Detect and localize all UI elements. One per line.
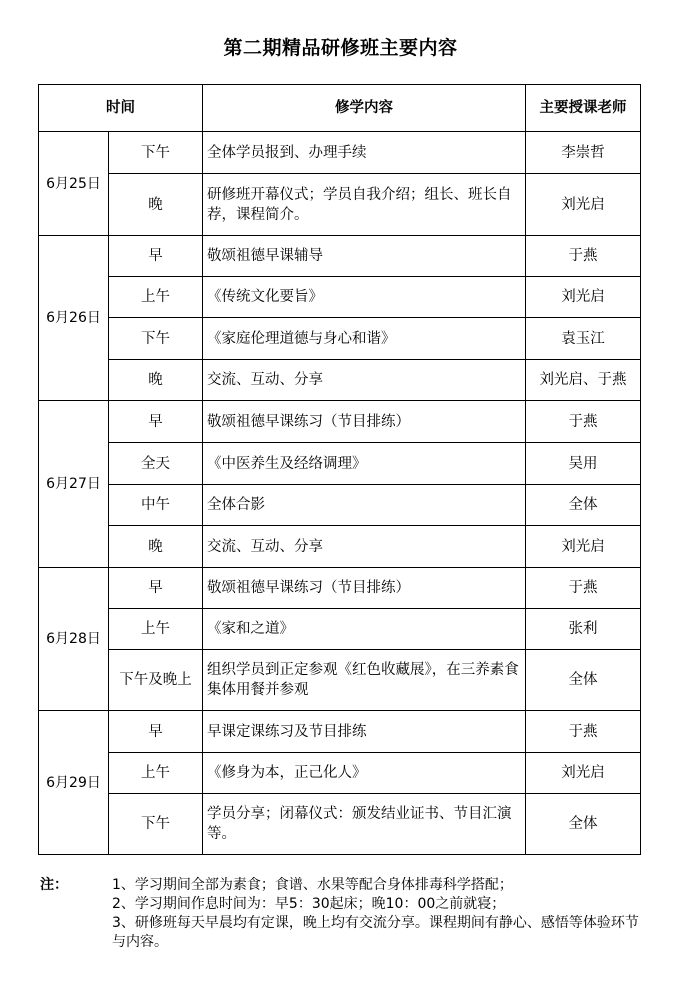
content-cell: 交流、互动、分享	[203, 526, 526, 568]
teacher-cell: 袁玉江	[526, 318, 641, 360]
page-title: 第二期精品研修班主要内容	[223, 37, 458, 59]
date-cell: 6月27日	[39, 401, 109, 568]
table-row	[39, 526, 641, 568]
header-time: 时间	[39, 85, 203, 132]
content-cell: 《中医养生及经络调理》	[203, 443, 526, 485]
period-cell: 早	[109, 568, 203, 609]
period-cell: 早	[109, 401, 203, 443]
table-row	[39, 609, 641, 650]
date-cell: 6月28日	[39, 568, 109, 711]
header-content: 修学内容	[203, 85, 526, 132]
notes-list	[112, 876, 642, 952]
period-cell: 全天	[109, 443, 203, 485]
teacher-cell: 刘光启	[526, 526, 641, 568]
content-cell: 全体合影	[203, 485, 526, 526]
table-row	[39, 568, 641, 609]
header-row	[39, 85, 641, 132]
content-cell: 敬颂祖德早课练习（节目排练）	[203, 401, 526, 443]
note-item: 1、学习期间全部为素食；食谱、水果等配合身体排毒科学搭配；	[112, 877, 513, 893]
content-cell: 敬颂祖德早课辅导	[203, 236, 526, 277]
table-row	[39, 318, 641, 360]
teacher-cell: 吴用	[526, 443, 641, 485]
notes-label: 注：	[40, 877, 68, 893]
period-cell: 晚	[109, 526, 203, 568]
period-cell: 下午	[109, 132, 203, 174]
teacher-cell: 刘光启、于燕	[526, 360, 641, 401]
teacher-cell: 于燕	[526, 568, 641, 609]
schedule-table	[38, 84, 641, 855]
table-row	[39, 485, 641, 526]
table-row	[39, 132, 641, 174]
table-row	[39, 650, 641, 711]
period-cell: 中午	[109, 485, 203, 526]
content-cell: 学员分享；闭幕仪式：颁发结业证书、节目汇演等。	[203, 794, 526, 855]
content-cell: 组织学员到正定参观《红色收藏展》，在三养素食集体用餐并参观	[203, 650, 526, 711]
period-cell: 晚	[109, 360, 203, 401]
schedule-body	[39, 132, 641, 855]
table-row	[39, 753, 641, 794]
period-cell: 下午	[109, 794, 203, 855]
period-cell: 上午	[109, 609, 203, 650]
content-cell: 交流、互动、分享	[203, 360, 526, 401]
table-row	[39, 236, 641, 277]
teacher-cell: 全体	[526, 485, 641, 526]
period-cell: 早	[109, 711, 203, 753]
teacher-cell: 于燕	[526, 401, 641, 443]
header-teacher: 主要授课老师	[526, 85, 641, 132]
teacher-cell: 刘光启	[526, 174, 641, 236]
content-cell: 全体学员报到、办理手续	[203, 132, 526, 174]
table-row	[39, 711, 641, 753]
period-cell: 下午及晚上	[109, 650, 203, 711]
teacher-cell: 全体	[526, 794, 641, 855]
period-cell: 早	[109, 236, 203, 277]
table-row	[39, 401, 641, 443]
content-cell: 《家庭伦理道德与身心和谐》	[203, 318, 526, 360]
teacher-cell: 刘光启	[526, 277, 641, 318]
table-row	[39, 794, 641, 855]
note-item: 3、研修班每天早晨均有定课，晚上均有交流分享。课程期间有静心、感悟等体验环节与内容。	[112, 915, 639, 950]
period-cell: 晚	[109, 174, 203, 236]
content-cell: 《家和之道》	[203, 609, 526, 650]
teacher-cell: 于燕	[526, 236, 641, 277]
teacher-cell: 于燕	[526, 711, 641, 753]
table-row	[39, 277, 641, 318]
date-cell: 6月29日	[39, 711, 109, 855]
content-cell: 研修班开幕仪式；学员自我介绍；组长、班长自荐，课程简介。	[203, 174, 526, 236]
content-cell: 早课定课练习及节目排练	[203, 711, 526, 753]
period-cell: 下午	[109, 318, 203, 360]
teacher-cell: 刘光启	[526, 753, 641, 794]
table-row	[39, 443, 641, 485]
content-cell: 《修身为本，正己化人》	[203, 753, 526, 794]
period-cell: 上午	[109, 277, 203, 318]
table-row	[39, 174, 641, 236]
note-item: 2、学习期间作息时间为：早5：30起床；晚10：00之前就寝；	[112, 896, 506, 912]
content-cell: 《传统文化要旨》	[203, 277, 526, 318]
date-cell: 6月25日	[39, 132, 109, 236]
teacher-cell: 李崇哲	[526, 132, 641, 174]
teacher-cell: 全体	[526, 650, 641, 711]
table-row	[39, 360, 641, 401]
teacher-cell: 张利	[526, 609, 641, 650]
content-cell: 敬颂祖德早课练习（节目排练）	[203, 568, 526, 609]
period-cell: 上午	[109, 753, 203, 794]
date-cell: 6月26日	[39, 236, 109, 401]
